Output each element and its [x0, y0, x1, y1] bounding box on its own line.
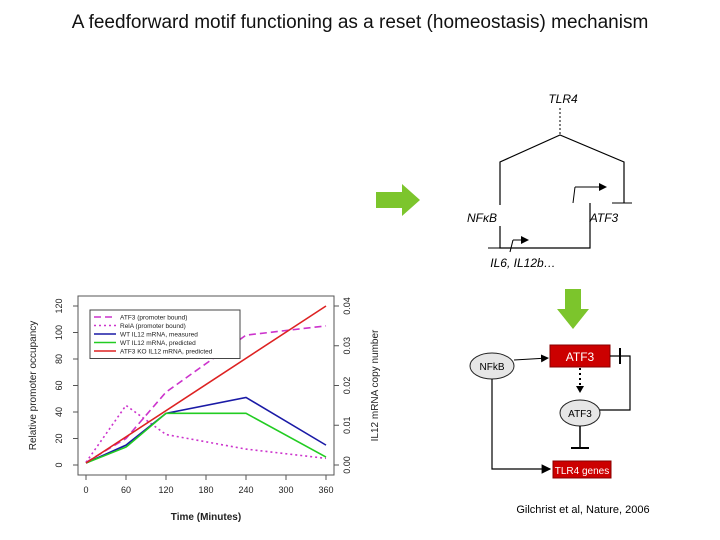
nfkb-to-atf3-line [500, 203, 590, 248]
y2-tick-label: 0.04 [342, 297, 352, 315]
legend-entry: ATF3 (promoter bound) [120, 314, 188, 322]
atf3-promoter-line [573, 187, 575, 203]
feedback-schematic [470, 345, 630, 478]
x-tick-label: 240 [238, 485, 254, 495]
legend-entry: RelA (promoter bound) [120, 323, 186, 330]
y-tick-label: 0 [54, 462, 64, 468]
y2-tick-label: 0.03 [342, 336, 352, 355]
y2-tick-label: 0.01 [342, 416, 352, 435]
y-tick-label: 20 [54, 433, 64, 444]
target-promoter-line [510, 240, 513, 252]
x-tick-label: 300 [278, 485, 294, 495]
green-right-arrow-icon [376, 184, 420, 216]
translation-arrowhead [576, 386, 584, 393]
series-line [86, 397, 326, 463]
legend-entry: WT IL12 mRNA, measured [120, 331, 198, 339]
atf3-label: ATF3 [589, 211, 619, 225]
y-tick-label: 80 [54, 353, 64, 365]
targets-label: IL6, IL12b… [490, 256, 556, 270]
green-down-arrow-icon [557, 289, 589, 329]
tlr4-genes-label: TLR4 genes [554, 466, 610, 477]
atf3-gene-label: ATF3 [565, 350, 595, 364]
tlr4-label: TLR4 [548, 92, 578, 106]
y-tick-label: 40 [54, 406, 64, 418]
legend-entry: ATF3 KO IL12 mRNA, predicted [120, 348, 213, 356]
x-tick-label: 360 [318, 485, 334, 495]
x-axis-label: Time (Minutes) [170, 512, 242, 523]
y-tick-label: 60 [54, 380, 64, 391]
nfkb-label: NFκB [467, 211, 497, 225]
occupancy-chart [28, 296, 381, 523]
y2-tick-label: 0.02 [342, 376, 352, 395]
y2-axis-label: IL12 mRNA copy number [370, 329, 381, 442]
series-line [86, 413, 326, 463]
nfkb-node-label: NFkB [479, 362, 505, 373]
legend-entry: WT IL12 mRNA, predicted [120, 340, 196, 347]
citation: Gilchrist et al, Nature, 2006 [516, 504, 650, 516]
x-tick-label: 180 [198, 485, 214, 495]
y-tick-label: 100 [54, 324, 64, 341]
y-axis-label: Relative promoter occupancy [28, 320, 39, 451]
feedforward-network [467, 92, 632, 270]
tlr4-branch-lines [500, 135, 624, 205]
nfkb-to-atf3-arrow [514, 358, 548, 360]
x-tick-label: 0 [83, 485, 89, 495]
atf3-protein-label: ATF3 [568, 409, 592, 420]
nfkb-to-tlr4-arrow [492, 379, 550, 469]
slide-title: A feedforward motif functioning as a reset (homeostasis) mechanism [71, 12, 649, 33]
x-tick-label: 120 [158, 485, 174, 495]
y-tick-label: 120 [54, 298, 64, 314]
y2-tick-label: 0.00 [342, 456, 352, 474]
x-tick-label: 60 [120, 485, 132, 495]
